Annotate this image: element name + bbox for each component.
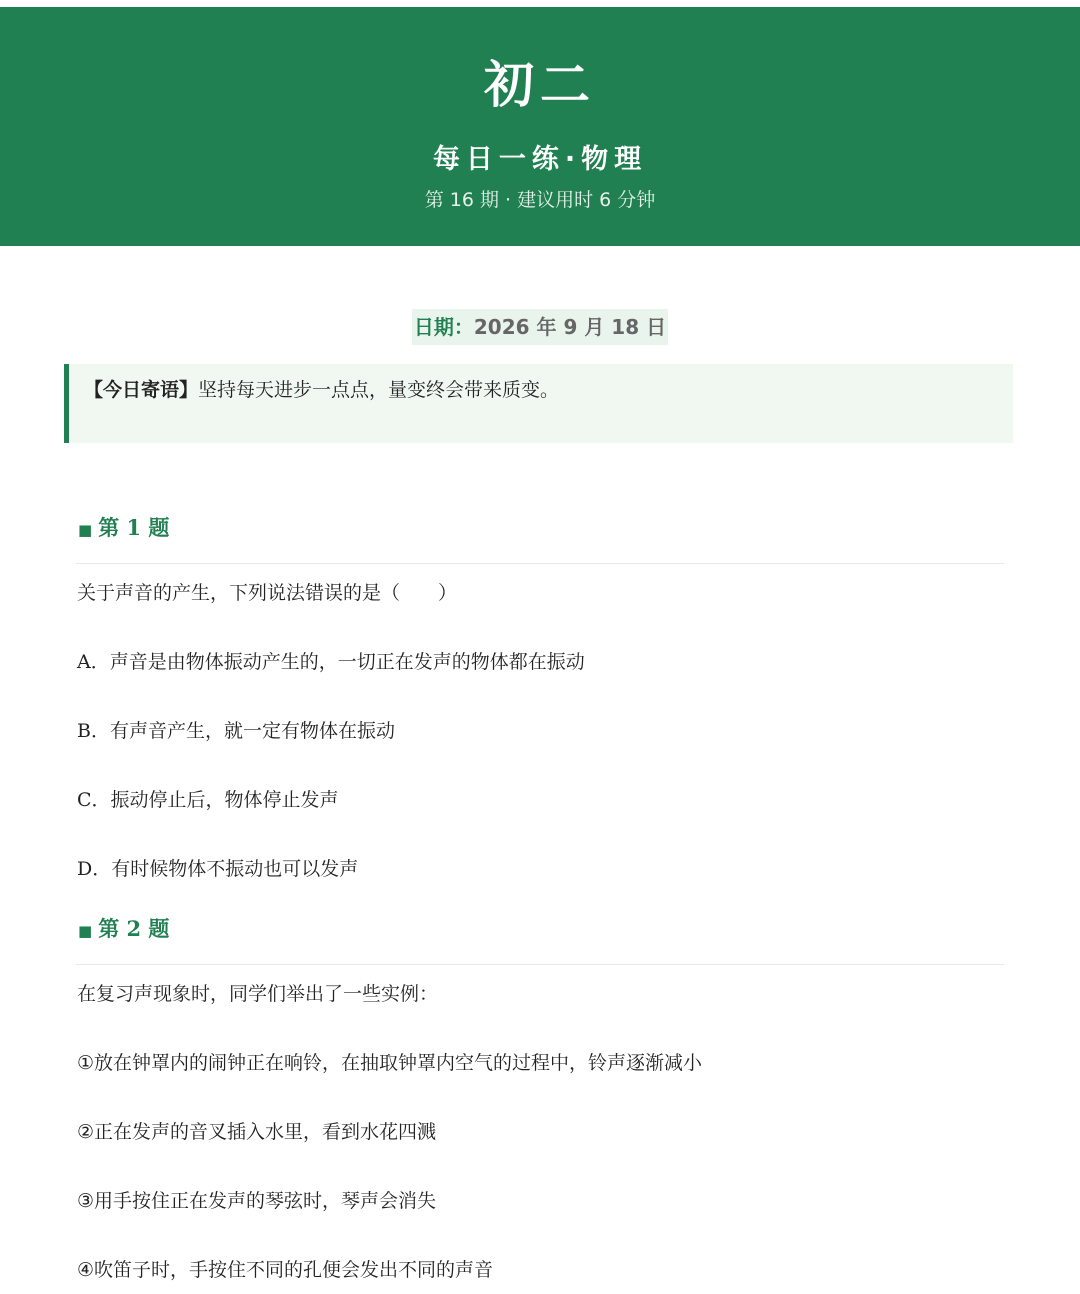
motto-box — [64, 364, 1013, 443]
option-d-letter: D． — [77, 858, 112, 880]
question-1-option-c — [77, 786, 339, 814]
date-badge — [412, 309, 668, 345]
question-1-title-text: 第 1 题 — [98, 515, 170, 540]
question-2-item-3: ③用手按住正在发声的琴弦时，琴声会消失 — [77, 1190, 437, 1212]
page-subtitle: 每日一练·物理 — [432, 144, 648, 175]
question-2-title-text: 第 2 题 — [98, 916, 170, 941]
question-2-stem: 在复习声现象时，同学们举出了一些实例： — [77, 983, 439, 1005]
question-1-title — [78, 514, 169, 544]
question-2-item-4: ④吹笛子时，手按住不同的孔便会发出不同的声音 — [77, 1259, 494, 1281]
option-a-letter: A． — [77, 651, 110, 673]
option-d-text: 有时候物体不振动也可以发声 — [111, 858, 359, 880]
motto-label: 【今日寄语】 — [84, 379, 199, 401]
question-1-divider — [76, 563, 1004, 564]
question-2-divider — [76, 964, 1004, 965]
header-banner — [0, 7, 1080, 246]
grade-title: 初二 — [484, 56, 596, 114]
square-bullet-icon: ■ — [78, 922, 93, 940]
option-c-text: 振动停止后，物体停止发声 — [110, 789, 339, 811]
date-row — [0, 309, 1080, 345]
issue-info: 第 16 期 · 建议用时 6 分钟 — [424, 189, 656, 211]
question-1-option-d — [77, 855, 358, 883]
option-b-letter: B． — [77, 720, 110, 742]
question-2-title — [78, 915, 169, 945]
option-c-letter: C． — [77, 789, 111, 811]
date-value: 2026 年 9 月 18 日 — [473, 315, 667, 339]
question-1-stem: 关于声音的产生，下列说法错误的是（ ） — [77, 582, 458, 604]
option-a-text: 声音是由物体振动产生的，一切正在发声的物体都在振动 — [109, 651, 585, 673]
option-b-text: 有声音产生，就一定有物体在振动 — [109, 720, 395, 742]
date-label: 日期： — [413, 315, 474, 339]
question-2-item-2: ②正在发声的音叉插入水里，看到水花四溅 — [77, 1121, 437, 1143]
motto-text: 坚持每天进步一点点，量变终会带来质变。 — [198, 379, 560, 401]
question-2-item-1: ①放在钟罩内的闹钟正在响铃，在抽取钟罩内空气的过程中，铃声逐渐减小 — [77, 1052, 703, 1074]
question-1-option-b — [77, 717, 395, 745]
square-bullet-icon: ■ — [78, 521, 93, 539]
question-1-option-a — [77, 648, 585, 676]
